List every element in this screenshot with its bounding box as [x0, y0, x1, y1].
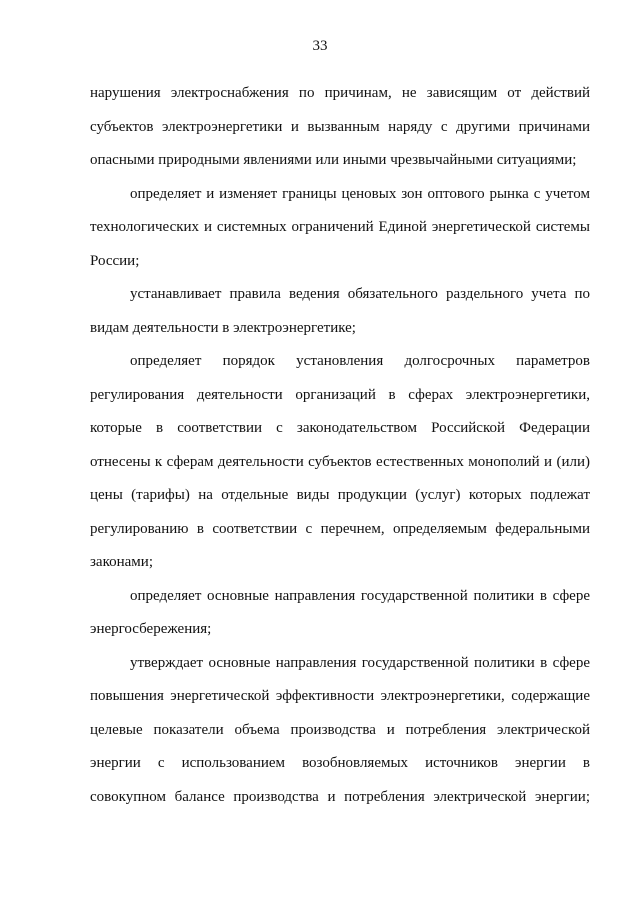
text-line: отнесены к сферам деятельности субъектов естественных монополий и (или) [90, 453, 590, 470]
body-text [90, 77, 590, 814]
text-line: регулированию в соответствии с перечнем, определяемым федеральными [90, 520, 590, 537]
text-line: определяет основные направления государственной политики в сфере [130, 587, 590, 604]
text-line: целевые показатели объема производства и потребления электрической [90, 721, 590, 738]
text-line: технологических и системных ограничений Единой энергетической системы [90, 219, 590, 235]
text-line: которые в соответствии с законодательством Российской Федерации [90, 420, 590, 436]
text-line: утверждает основные направления государственной политики в сфере [130, 654, 590, 671]
text-line: энергии с использованием возобновляемых источников энергии в [90, 755, 590, 771]
text-line: регулирования деятельности организаций в сферах электроэнергетики, [90, 386, 590, 403]
text-line: цены (тарифы) на отдельные виды продукции (услуг) которых подлежат [90, 487, 590, 503]
page-number: 33 [312, 38, 328, 54]
text-line: энергосбережения; [90, 621, 212, 637]
text-line: России; [90, 252, 140, 269]
text-line: нарушения электроснабжения по причинам, не зависящим от действий [90, 85, 590, 101]
text-line: опасными природными явлениями или иными чрезвычайными ситуациями; [90, 152, 577, 168]
text-line: устанавливает правила ведения обязательного раздельного учета по [130, 286, 590, 302]
text-line: субъектов электроэнергетики и вызванным наряду с другими причинами [90, 118, 590, 135]
text-line: определяет порядок установления долгосрочных параметров [130, 353, 590, 369]
text-line: видам деятельности в электроэнергетике; [90, 319, 356, 336]
text-line: совокупном балансе производства и потребления электрической энергии; [90, 788, 590, 805]
text-line: повышения энергетической эффективности электроэнергетики, содержащие [90, 688, 590, 704]
text-line: определяет и изменяет границы ценовых зон оптового рынка с учетом [130, 185, 590, 202]
text-line: законами; [90, 554, 153, 570]
